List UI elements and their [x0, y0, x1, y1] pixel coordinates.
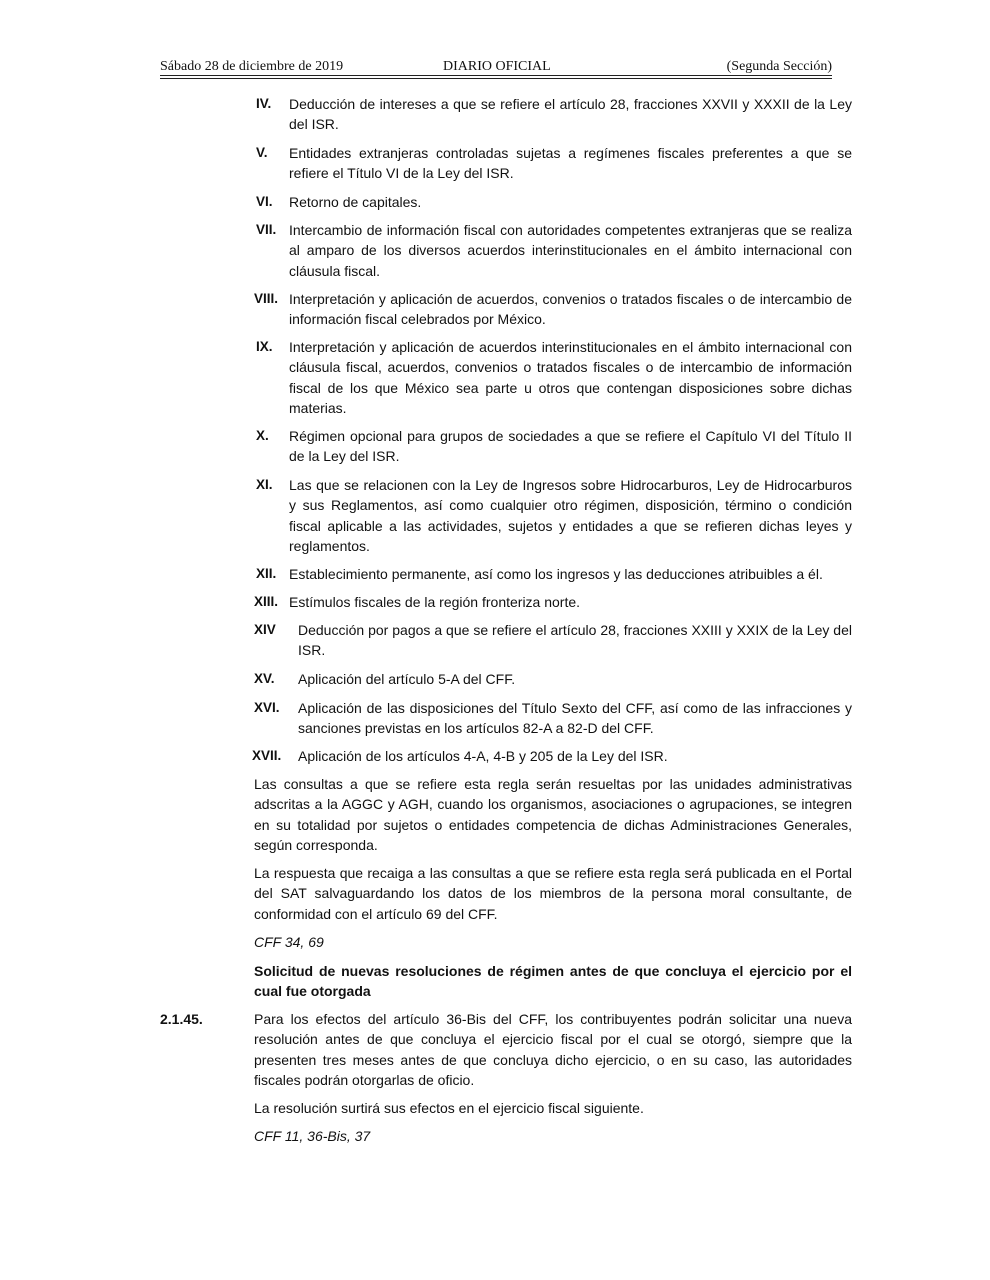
item-text: Deducción por pagos a que se refiere el artículo 28, fracciones XXIII y XXIX de la Ley del ISR. [298, 622, 852, 659]
item-number: VI. [256, 194, 273, 209]
item-number: XI. [256, 477, 273, 492]
item-number: XVII. [252, 748, 282, 763]
item-text: Régimen opcional para grupos de sociedades a que se refiere el Capítulo VI del Título II de la Ley del ISR. [289, 428, 852, 465]
paragraph-rule-body: Para los efectos del artículo 36-Bis del CFF, los contribuyentes podrán solicitar una nueva resolución antes de que concluya el ejercicio fiscal por el cual se otorgó, siempre que la presenten tres meses antes de que concluya dicho ejercicio, o en su caso, las autoridades fiscales podrán otorgarlas de oficio. [254, 1011, 852, 1089]
item-number: XV. [254, 671, 275, 686]
item-text: Estímulos fiscales de la región fronteriza norte. [289, 594, 581, 610]
item-number: VIII. [254, 291, 279, 306]
rule-number: 2.1.45. [160, 1011, 203, 1027]
item-number: IX. [256, 339, 273, 354]
legal-reference: CFF 34, 69 [254, 934, 324, 950]
header-section: (Segunda Sección) [726, 59, 832, 74]
item-text: Retorno de capitales. [289, 194, 422, 210]
header-publication: DIARIO OFICIAL [443, 59, 551, 74]
item-number: VII. [256, 222, 277, 237]
item-number: XIII. [254, 594, 279, 609]
item-text: Intercambio de información fiscal con autoridades competentes extranjeras que se realiza al amparo de los diversos acuerdos interinstitucionales en el ámbito internacional con cláusula fiscal. [289, 222, 852, 279]
item-text: Deducción de intereses a que se refiere el artículo 28, fracciones XXVII y XXXII de la Ley del ISR. [289, 96, 852, 133]
item-text: Interpretación y aplicación de acuerdos interinstitucionales en el ámbito internacional con cláusula fiscal, acuerdos, convenios o tratados fiscales o de intercambio de información fiscal de los que México sea parte u otros que contengan disposiciones sobre dichas materias. [289, 339, 852, 417]
item-number: XII. [256, 566, 277, 581]
item-text: Aplicación de las disposiciones del Título Sexto del CFF, así como de las infracciones y sanciones previstas en los artículos 82-A a 82-D del CFF. [298, 700, 852, 737]
item-text: Interpretación y aplicación de acuerdos, convenios o tratados fiscales o de intercambio de información fiscal celebrados por México. [289, 291, 852, 328]
item-number: V. [256, 145, 268, 160]
item-number: XVI. [254, 700, 280, 715]
item-number: XIV [254, 622, 276, 637]
item-text: Aplicación del artículo 5-A del CFF. [298, 671, 516, 687]
item-text: Establecimiento permanente, así como los ingresos y las deducciones atribuibles a él. [289, 566, 823, 582]
header-date: Sábado 28 de diciembre de 2019 [160, 59, 344, 74]
item-number: IV. [256, 96, 272, 111]
item-text: Aplicación de los artículos 4-A, 4-B y 205 de la Ley del ISR. [298, 748, 668, 764]
legal-reference: CFF 11, 36-Bis, 37 [254, 1128, 371, 1144]
header-rule-double [160, 78, 832, 79]
item-text: Entidades extranjeras controladas sujetas a regímenes fiscales preferentes a que se refiere el Título VI de la Ley del ISR. [289, 145, 852, 182]
paragraph-respuesta: La respuesta que recaiga a las consultas a que se refiere esta regla será publicada en el Portal del SAT salvaguardando los datos de los miembros de la persona moral consultante, de conformidad con el artículo 69 del CFF. [254, 865, 852, 922]
page-header [160, 58, 832, 76]
item-text: Las que se relacionen con la Ley de Ingresos sobre Hidrocarburos, Ley de Hidrocarburos y sus Reglamentos, así como cualquier otro régimen, disposición, término o condición fiscal aplicable a las actividades, sujetos y entidades a que se refieren dichas leyes y reglamentos. [289, 477, 852, 555]
header-rule [160, 75, 832, 76]
paragraph-efectos: La resolución surtirá sus efectos en el ejercicio fiscal siguiente. [254, 1100, 644, 1116]
item-number: X. [256, 428, 269, 443]
paragraph-consultas: Las consultas a que se refiere esta regla serán resueltas por las unidades administrativas adscritas a la AGGC y AGH, cuando los organismos, asociaciones o agrupaciones, se integren en su totalidad por sujetos o entidades competencia de dichas Administraciones Generales, según corresponda. [254, 776, 852, 854]
rule-heading: Solicitud de nuevas resoluciones de régimen antes de que concluya el ejercicio por el cual fue otorgada [254, 963, 852, 1000]
